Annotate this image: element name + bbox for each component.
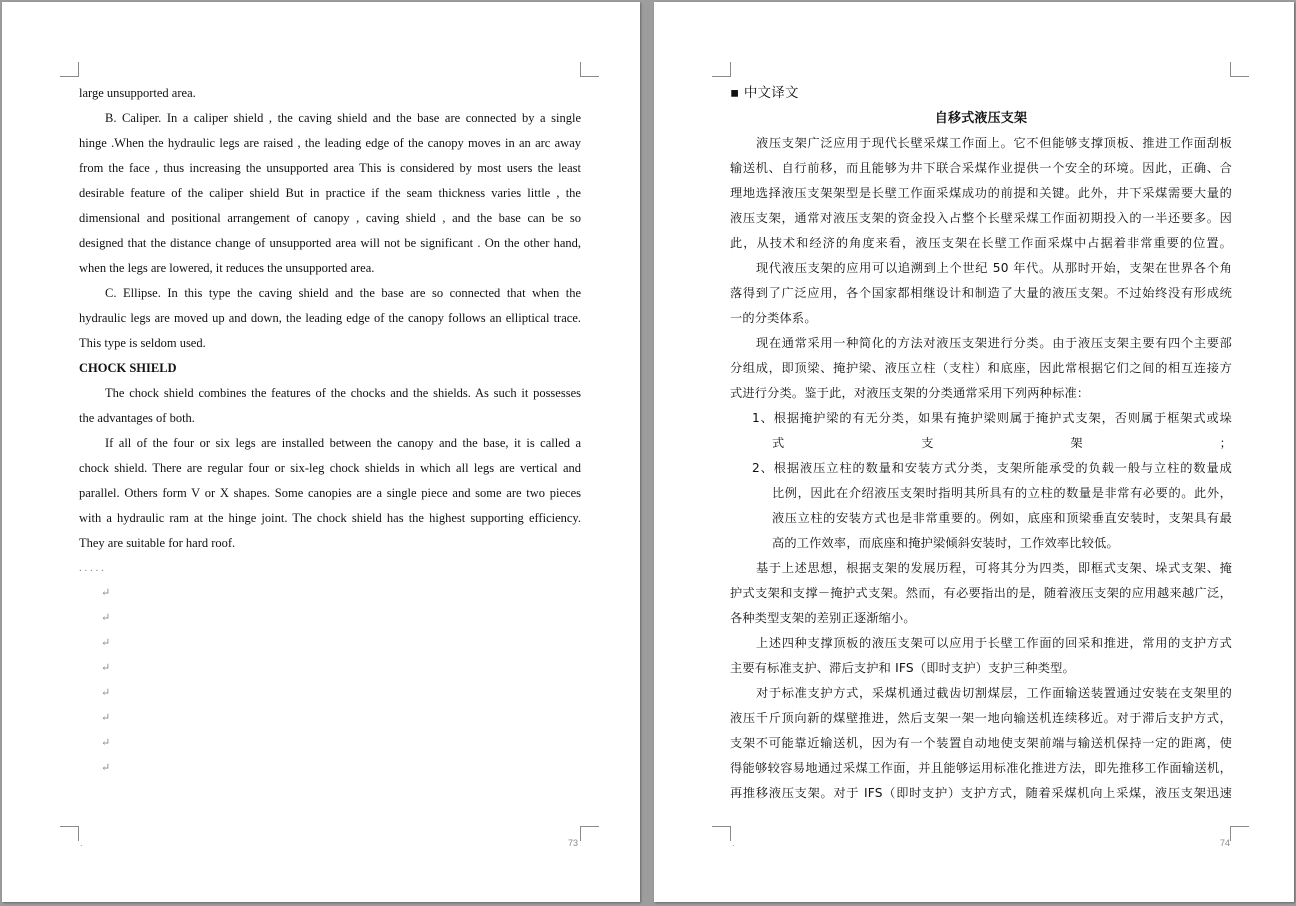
crop-mark [60, 62, 79, 77]
text-line: 主要有标准支护、滞后支护和 IFS（即时支护）支护三种类型。 [730, 661, 1075, 675]
text-line: 一的分类体系。 [730, 311, 817, 325]
text-line: when the legs are lowered, it reduces the unsupported area. [79, 261, 375, 275]
footer-mark: . [732, 838, 735, 848]
text-line: with a hydraulic ram at the hinge joint. The chock shield has the highest supporting efficiency. [79, 511, 581, 525]
text-line: 落得到了广泛应用，各个国家都相继设计和制造了大量的液压支架。不过始终没有形成统 [730, 286, 1232, 300]
empty-paragraph: ↵ [101, 587, 111, 599]
text-line: parallel. Others form V or X shapes. Some canopies are a single piece and some are two pieces [79, 486, 581, 500]
page-73 [2, 2, 640, 902]
text-line: They are suitable for hard roof. [79, 536, 236, 550]
crop-mark [1230, 826, 1249, 841]
text-line: chock shield. There are regular four or six-leg chock shields in which all legs are vertical and [79, 461, 581, 475]
text-line: from the face , thus increasing the unsupported area This is considered by most users the least [79, 161, 581, 175]
page-number: 73 [568, 838, 579, 848]
text-line: 基于上述思想，根据支架的发展历程，可将其分为四类，即框式支架、垛式支架、掩 [756, 561, 1232, 575]
empty-paragraph: ↵ [101, 737, 111, 749]
text-line: 液压千斤顶向新的煤壁推进，然后支架一架一地向输送机连续移近。对于滞后支护方式， [730, 711, 1232, 725]
text-line: designed that the distance change of unsupported area will not be significant . On the other hand, [79, 236, 581, 250]
crop-mark [712, 826, 731, 841]
text-line: 液压立柱的安装方式也是非常重要的。例如，底座和顶梁垂直安装时，支架具有最 [772, 511, 1232, 525]
page-body-chinese[interactable] [730, 81, 1232, 806]
crop-mark [1230, 62, 1249, 77]
text-line: 各种类型支架的差别正逐渐缩小。 [730, 611, 916, 625]
text-line: 现在通常采用一种简化的方法对液压支架进行分类。由于液压支架主要有四个主要部 [756, 336, 1232, 350]
text-line: 输送机、自行前移，而且能够为井下联合采煤作业提供一个安全的环境。因此，正确、合 [730, 161, 1232, 175]
empty-paragraph: . . . . . [79, 562, 104, 574]
text-line: hinge .When the hydraulic legs are raised , the leading edge of the canopy moves in an arc away [79, 136, 581, 150]
text-line: the advantages of both. [79, 411, 195, 425]
text-line: 式进行分类。鉴于此，对液压支架的分类通常采用下列两种标准： [730, 386, 1090, 400]
text-line: The chock shield combines the features of the chocks and the shields. As such it possesses [105, 386, 581, 400]
text-line: desirable feature of the caliper shield But in practice if the seam thickness varies little , the [79, 186, 581, 200]
empty-paragraph: ↵ [101, 712, 111, 724]
text-line: 支架不可能靠近输送机，因为有一个装置自动地使支架前端与输送机保持一定的距离，使 [730, 736, 1232, 750]
text-line: C. Ellipse. In this type the caving shield and the base are so connected that when the [105, 286, 581, 300]
text-line: 理地选择液压支架架型是长壁工作面采煤成功的前提和关键。此外，井下采煤需要大量的 [730, 186, 1232, 200]
text-line: 液压支架广泛应用于现代长壁采煤工作面上。它不但能够支撑顶板、推进工作面刮板 [756, 136, 1232, 150]
crop-mark [580, 62, 599, 77]
text-line: This type is seldom used. [79, 336, 206, 350]
footer-mark: . [80, 838, 83, 848]
empty-paragraph: ↵ [101, 612, 111, 624]
text-line: 比例，因此在介绍液压支架时指明其所具有的立柱的数量是非常有必要的。此外， [772, 486, 1232, 500]
text-line: 对于标准支护方式，采煤机通过截齿切割煤层，工作面输送装置通过安装在支架里的 [756, 686, 1232, 700]
text-line: If all of the four or six legs are installed between the canopy and the base, it is called a [105, 436, 581, 450]
crop-mark [712, 62, 731, 77]
text-line: 再推移液压支架。对于 IFS（即时支护）支护方式，随着采煤机向上采煤，液压支架迅速 [730, 786, 1232, 800]
section-heading: ▪ 中文译文 [730, 85, 799, 101]
text-line: dimensional and positional arrangement of canopy , caving shield , and the base can be so [79, 211, 581, 225]
text-line: 式支架； [772, 436, 1232, 450]
text-line: 现代液压支架的应用可以追溯到上个世纪 50 年代。从那时开始，支架在世界各个角 [756, 261, 1232, 275]
text-line: 此，从技术和经济的角度来看，液压支架在长壁工作面采煤中占据着非常重要的位置。 [730, 236, 1232, 250]
text-line: 护式支架和支撑－掩护式支架。然而，有必要指出的是，随着液压支架的应用越来越广泛， [730, 586, 1232, 600]
text-line: 1、根据掩护梁的有无分类，如果有掩护梁则属于掩护式支架，否则属于框架式或垛 [752, 411, 1232, 425]
text-line: large unsupported area. [79, 86, 196, 100]
page-74 [654, 2, 1294, 902]
empty-paragraph: ↵ [101, 687, 111, 699]
page-number: 74 [1220, 838, 1231, 848]
text-line: 分组成，即顶梁、掩护梁、液压立柱（支柱）和底座，因此常根据它们之间的相互连接方 [730, 361, 1232, 375]
text-line: 液压支架，通常对液压支架的资金投入占整个长壁采煤工作面初期投入的一半还要多。因 [730, 211, 1232, 225]
text-line: B. Caliper. In a caliper shield , the caving shield and the base are connected by a single [105, 111, 581, 125]
text-line: 高的工作效率，而底座和掩护梁倾斜安装时，工作效率比较低。 [772, 536, 1119, 550]
empty-paragraph: ↵ [101, 637, 111, 649]
empty-paragraph: ↵ [101, 762, 111, 774]
text-line: 得能够较容易地通过采煤工作面，并且能够运用标准化推进方法，即先推移工作面输送机， [730, 761, 1232, 775]
crop-mark [580, 826, 599, 841]
page-body-english[interactable] [79, 81, 581, 781]
section-heading: CHOCK SHIELD [79, 361, 177, 375]
text-line: 上述四种支撑顶板的液压支架可以应用于长壁工作面的回采和推进，常用的支护方式 [756, 636, 1232, 650]
crop-mark [60, 826, 79, 841]
text-line: hydraulic legs are moved up and down, the leading edge of the canopy follows an elliptical trace. [79, 311, 581, 325]
translation-title: 自移式液压支架 [934, 111, 1028, 126]
empty-paragraph: ↵ [101, 662, 111, 674]
text-line: 2、根据液压立柱的数量和安装方式分类，支架所能承受的负载一般与立柱的数量成 [752, 461, 1232, 475]
